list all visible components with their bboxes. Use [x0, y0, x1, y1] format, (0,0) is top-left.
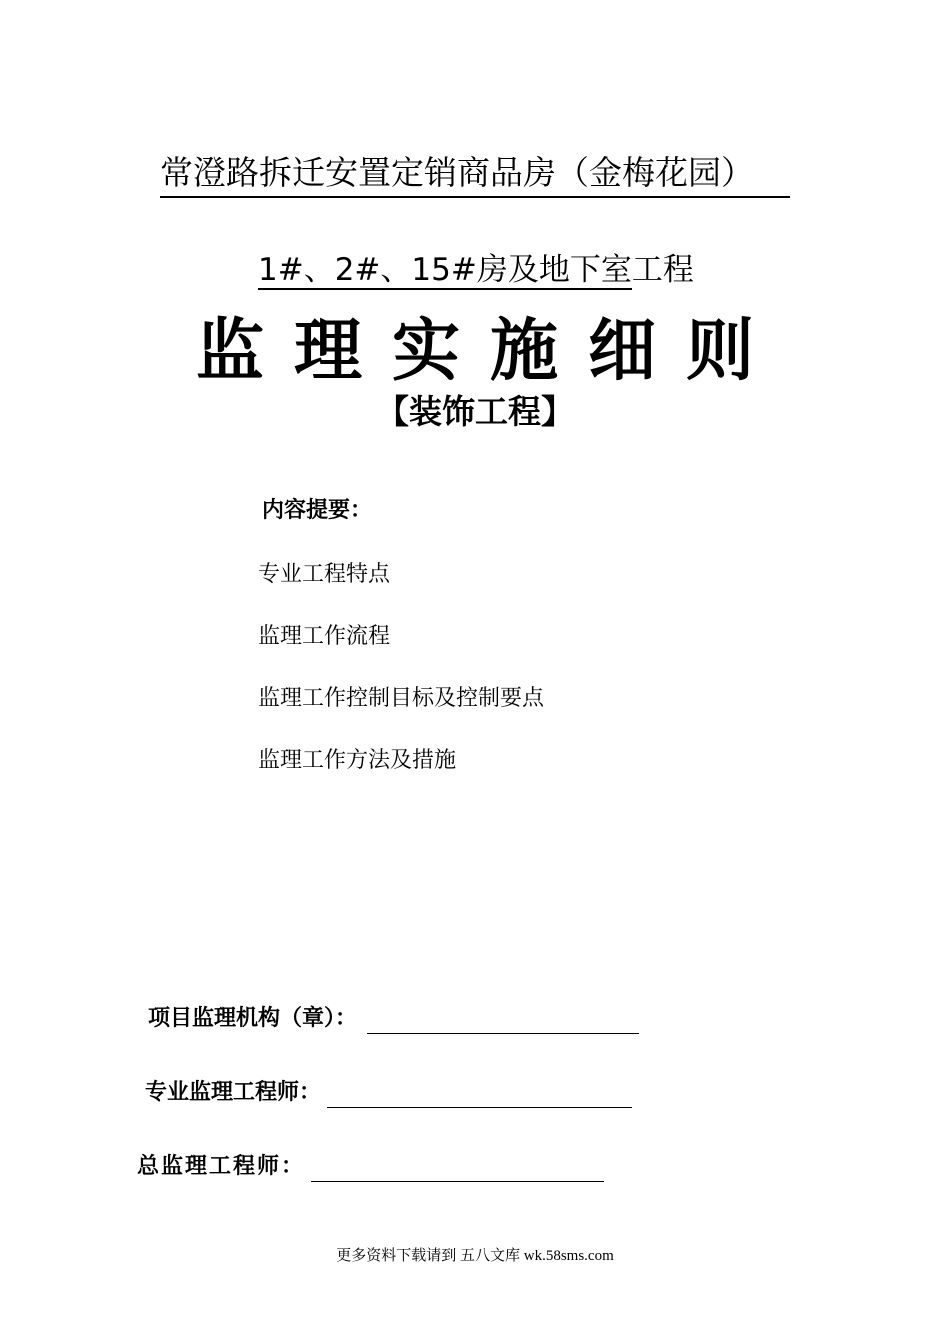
main-title: 监理实施细则	[195, 312, 784, 391]
summary-item: 监理工作流程	[258, 624, 391, 649]
summary-item: 专业工程特点	[258, 562, 391, 587]
signature-chief-blank[interactable]	[311, 1157, 604, 1182]
cover-title-line2-rest: 工程	[631, 252, 694, 288]
signature-organization	[148, 1004, 639, 1034]
signature-specialist-blank[interactable]	[327, 1083, 632, 1108]
footer-note: 更多资料下载请到 五八文库 wk.58sms.com	[336, 1248, 614, 1264]
signature-chief-label: 总监理工程师：	[137, 1154, 306, 1179]
cover-title-line1: 常澄路拆迁安置定销商品房（金梅花园）	[160, 150, 790, 198]
cover-title-line2-underlined: 1#、2#、15#房及地下室	[258, 252, 632, 288]
summary-heading: 内容提要：	[262, 498, 373, 523]
signature-specialist-label: 专业监理工程师：	[145, 1080, 322, 1105]
subtitle: 【装饰工程】	[376, 392, 574, 431]
summary-item: 监理工作方法及措施	[258, 748, 457, 773]
signature-specialist	[145, 1078, 632, 1108]
cover-title-line2	[258, 248, 694, 292]
summary-item: 监理工作控制目标及控制要点	[258, 686, 545, 711]
signature-organization-blank[interactable]	[367, 1009, 639, 1034]
signature-chief	[137, 1152, 604, 1182]
signature-organization-label: 项目监理机构（章）：	[148, 1006, 358, 1031]
